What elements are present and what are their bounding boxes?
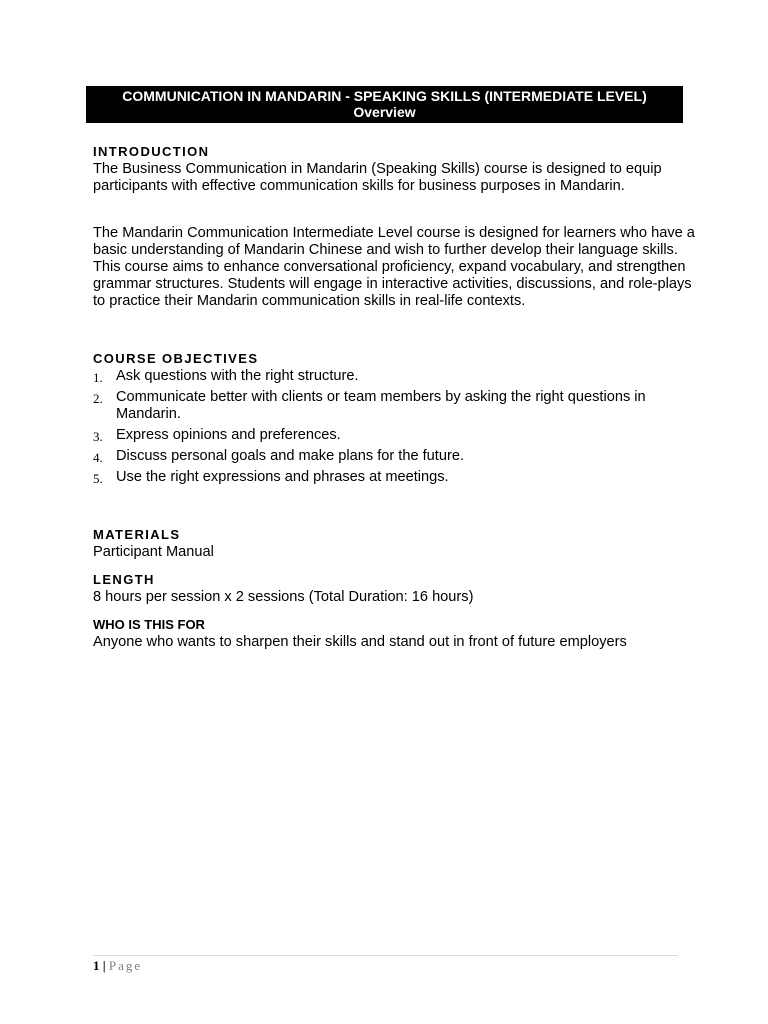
list-item-text: Communicate better with clients or team members by asking the right questions in Mandarin.	[116, 389, 646, 422]
list-item	[93, 368, 698, 385]
length-section	[93, 571, 698, 606]
document-subtitle: Overview	[353, 104, 416, 120]
list-item-number: 2.	[93, 391, 103, 406]
list-item	[93, 448, 698, 465]
length-value: 8 hours per session x 2 sessions (Total Duration: 16 hours)	[93, 589, 474, 605]
audience-heading: WHO IS THIS FOR	[93, 617, 205, 632]
document-title-banner	[86, 86, 683, 123]
audience-value: Anyone who wants to sharpen their skills and stand out in front of future employers	[93, 634, 627, 650]
objectives-heading: COURSE OBJECTIVES	[93, 351, 259, 366]
introduction-heading: INTRODUCTION	[93, 144, 210, 159]
list-item-number: 3.	[93, 429, 103, 444]
materials-section	[93, 526, 698, 561]
objectives-list	[93, 368, 698, 486]
page-number: 1	[93, 958, 100, 973]
introduction-paragraph-2: The Mandarin Communication Intermediate Level course is designed for learners who have a basic understanding of Mandarin Chinese and wish to further develop their language skills. This course aims to enhance conversational proficiency, expand vocabulary, and strengthen grammar structures. Students will engage in interactive activities, discussions, and role-plays to practice their Mandarin communication skills in real-life contexts.	[93, 225, 695, 309]
list-item-text: Express opinions and preferences.	[116, 427, 341, 443]
audience-section	[93, 616, 698, 651]
list-item	[93, 427, 698, 444]
footer-separator: |	[102, 958, 106, 973]
list-item-number: 4.	[93, 450, 103, 465]
list-item	[93, 389, 698, 423]
page-footer	[93, 955, 678, 974]
document-title: COMMUNICATION IN MANDARIN - SPEAKING SKILLS (INTERMEDIATE LEVEL)	[122, 88, 647, 104]
list-item-number: 5.	[93, 471, 103, 486]
introduction-paragraph-1: The Business Communication in Mandarin (Speaking Skills) course is designed to equip participants with effective communication skills for business purposes in Mandarin.	[93, 161, 662, 194]
materials-value: Participant Manual	[93, 544, 214, 560]
objectives-section	[93, 350, 698, 486]
length-heading: LENGTH	[93, 572, 155, 587]
list-item	[93, 469, 698, 486]
list-item-text: Ask questions with the right structure.	[116, 368, 359, 384]
list-item-number: 1.	[93, 370, 103, 385]
introduction-section	[93, 143, 698, 310]
list-item-text: Use the right expressions and phrases at meetings.	[116, 469, 449, 485]
materials-heading: MATERIALS	[93, 527, 181, 542]
list-item-text: Discuss personal goals and make plans for the future.	[116, 448, 465, 464]
document-body	[93, 143, 698, 651]
page-label: Page	[108, 958, 143, 973]
